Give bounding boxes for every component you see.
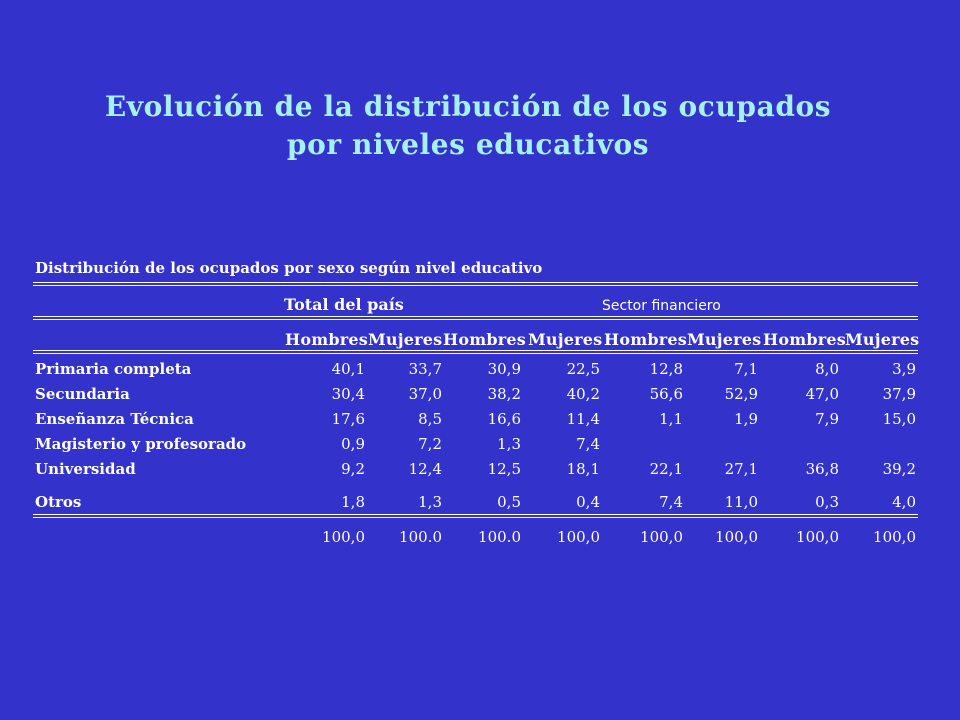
total-cell: 100.0 xyxy=(399,528,442,546)
table-cell: 22,5 xyxy=(566,360,600,378)
column-header-mujeres: Mujeres xyxy=(368,330,443,349)
column-header-hombres: Hombres xyxy=(763,330,846,349)
table-cell: 22,1 xyxy=(649,460,683,478)
total-cell: 100,0 xyxy=(557,528,600,546)
table-cell: 52,9 xyxy=(724,385,758,403)
column-header-hombres: Hombres xyxy=(443,330,526,349)
table-cell: 30,9 xyxy=(487,360,521,378)
table-cell: 1,3 xyxy=(418,493,442,511)
column-header-mujeres: Mujeres xyxy=(845,330,920,349)
column-header-mujeres: Mujeres xyxy=(528,330,603,349)
table-cell: 16,6 xyxy=(487,410,521,428)
table-cell: 12,5 xyxy=(487,460,521,478)
total-cell: 100.0 xyxy=(478,528,521,546)
table-rule-bottom-double xyxy=(33,517,918,518)
table-cell: 30,4 xyxy=(331,385,365,403)
total-cell: 100,0 xyxy=(796,528,839,546)
table-rule-group-double xyxy=(33,319,918,320)
table-cell: 37,0 xyxy=(408,385,442,403)
table-rule-top-double xyxy=(33,285,918,286)
row-label: Otros xyxy=(35,493,82,511)
table-cell: 17,6 xyxy=(331,410,365,428)
table-cell: 36,8 xyxy=(805,460,839,478)
total-cell: 100,0 xyxy=(715,528,758,546)
table-cell: 0,9 xyxy=(341,435,365,453)
slide-title-line-1: Evolución de la distribución de los ocupados xyxy=(104,90,832,123)
table-cell: 18,1 xyxy=(566,460,600,478)
table-cell: 4,0 xyxy=(892,493,916,511)
table-cell: 7,4 xyxy=(576,435,600,453)
table-cell: 8,5 xyxy=(418,410,442,428)
table-cell: 40,1 xyxy=(331,360,365,378)
group-header-total: Total del país xyxy=(284,295,404,314)
table-cell: 1,8 xyxy=(341,493,365,511)
slide-title-line-2: por niveles educativos xyxy=(286,128,650,161)
column-header-hombres: Hombres xyxy=(604,330,687,349)
table-cell: 1,1 xyxy=(659,410,683,428)
table-cell: 12,8 xyxy=(649,360,683,378)
table-cell: 11,4 xyxy=(566,410,600,428)
table-cell: 9,2 xyxy=(341,460,365,478)
table-rule-top xyxy=(33,282,918,283)
table-rule-header xyxy=(33,350,918,351)
table-cell: 7,2 xyxy=(418,435,442,453)
row-label: Enseñanza Técnica xyxy=(35,410,194,428)
table-cell: 33,7 xyxy=(408,360,442,378)
group-header-sector: Sector financiero xyxy=(602,298,721,314)
table-cell: 15,0 xyxy=(882,410,916,428)
table-cell: 39,2 xyxy=(882,460,916,478)
table-caption: Distribución de los ocupados por sexo según nivel educativo xyxy=(35,259,543,277)
table-cell: 27,1 xyxy=(724,460,758,478)
total-cell: 100,0 xyxy=(873,528,916,546)
table-cell: 40,2 xyxy=(566,385,600,403)
total-cell: 100,0 xyxy=(640,528,683,546)
table-cell: 8,0 xyxy=(815,360,839,378)
row-label: Secundaria xyxy=(35,385,130,403)
table-rule-group xyxy=(33,316,918,317)
column-header-hombres: Hombres xyxy=(285,330,368,349)
table-rule-bottom xyxy=(33,514,918,515)
row-label: Primaria completa xyxy=(35,360,192,378)
table-cell: 0,4 xyxy=(576,493,600,511)
table-cell: 7,9 xyxy=(815,410,839,428)
table-cell: 7,4 xyxy=(659,493,683,511)
total-cell: 100,0 xyxy=(322,528,365,546)
slide-title xyxy=(0,88,936,164)
table-cell: 56,6 xyxy=(649,385,683,403)
table-cell: 11,0 xyxy=(724,493,758,511)
table-cell: 12,4 xyxy=(408,460,442,478)
table-cell: 38,2 xyxy=(487,385,521,403)
table-rule-header-double xyxy=(33,353,918,354)
table-cell: 0,3 xyxy=(815,493,839,511)
table-cell: 0,5 xyxy=(497,493,521,511)
table-cell: 1,9 xyxy=(734,410,758,428)
row-label: Magisterio y profesorado xyxy=(35,435,247,453)
table-cell: 7,1 xyxy=(734,360,758,378)
row-label: Universidad xyxy=(35,460,136,478)
table-cell: 1,3 xyxy=(497,435,521,453)
table-cell: 37,9 xyxy=(882,385,916,403)
table-cell: 3,9 xyxy=(892,360,916,378)
column-header-mujeres: Mujeres xyxy=(687,330,762,349)
table-cell: 47,0 xyxy=(805,385,839,403)
